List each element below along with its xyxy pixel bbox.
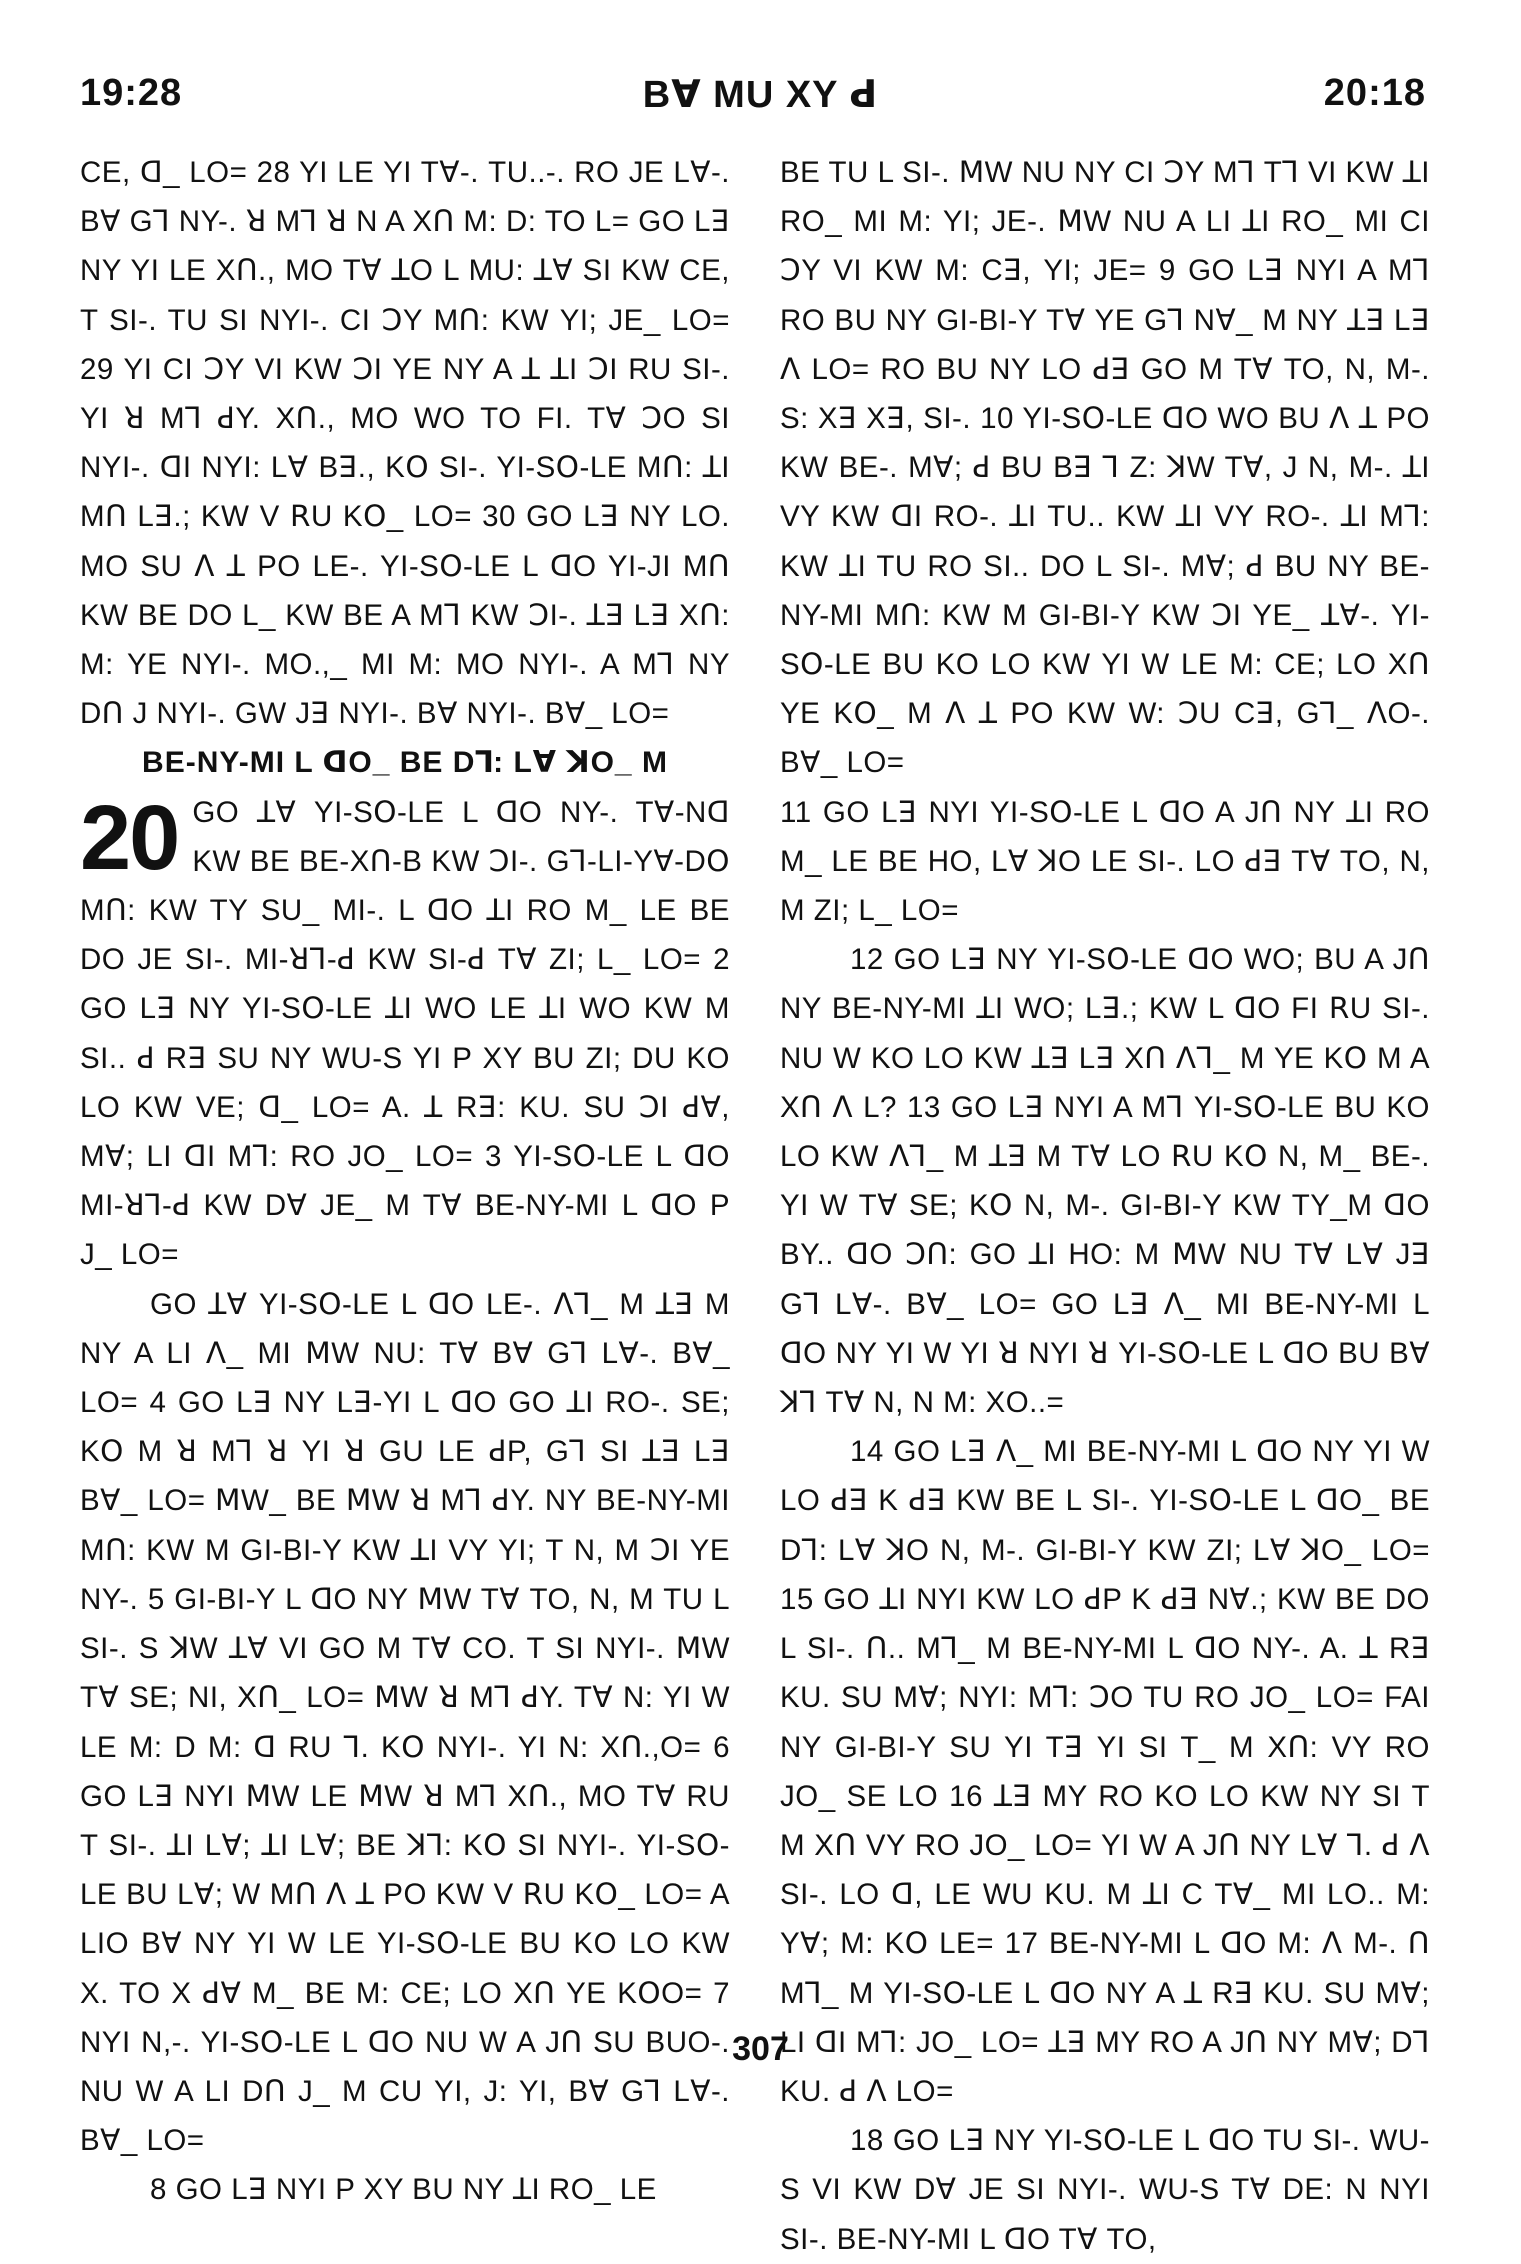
paragraph: 8 GO Lꓱ NYI P XY BU NY ꓕI RO_ LE — [150, 2173, 657, 2207]
paragraph: GO ꓕꓯ YI-Sꓳ-LE L ꓷO NY-. Tꓯ-Nꓷ KW BE BE-Xꓵ-B KW ꓛI-. Gꓶ-LI-Yꓯ-Dꓳ Mꓵ: KW TY SU_ MI-. L ꓷO ꓕI RO M_ LE BE DO JE SI-. MI-ꓤꓶ-ꓒ KW SI-ꓒ Tꓯ ZI; L_ LO= 2 GO Lꓱ NY YI-Sꓳ-LE ꓕI WO LE ꓕI WO KW M SI.. ꓒ Rꓱ SU NY WU-S YI P XY BU ZI; DU KO LO KW VE; ꓷ_ LO= A. ꓕ Rꓱ: KU. SU ꓛI ꓒꓯ, Mꓯ; LI ꓷI Mꓶ: RO JO_ LO= 3 YI-Sꓳ-LE L ꓷO MI-ꓤꓶ-ꓒ KW Dꓯ JE_ M Tꓯ BE-NY-MI L ꓷO P J_ LO= — [80, 795, 730, 1272]
paragraph: BE TU L SI-. ꓟW NU NY CI ꓛY Mꓶ Tꓶ VI KW ꓕI RO_ MI M: YI; JE-. ꓟW NU A LI ꓕI RO_ MI CI ꓛY VI KW M: Cꓱ, YI; JE= 9 GO Lꓱ NYI A Mꓶ RO BU NY GI-BI-Y Tꓯ YE Gꓶ Nꓯ_ M NY ꓕꓱ Lꓱ ꓥ LO= RO BU NY LO ꓒꓱ GO M Tꓯ TO, N, M-. S: Xꓱ Xꓱ, SI-. 10 YI-Sꓳ-LE ꓷO WO BU ꓥ ꓕ PO KW BE-. Mꓯ; ꓒ BU Bꓱ ꓶ Z: ꓘW Tꓯ, J N, M-. ꓕI VY KW ꓷI RO-. ꓕI TU.. KW ꓕI VY RO-. ꓕI Mꓶ: KW ꓕI TU RO SI.. DO L SI-. Mꓯ; ꓒ BU NY BE-NY-MI Mꓵ: KW M GI-BI-Y KW ꓛI YE_ ꓕꓯ-. YI-Sꓳ-LE BU KO LO KW YI W LE M: CE; LO Xꓵ YE Kꓳ_ M ꓥ ꓕ PO KW W: ꓛU Cꓱ, Gꓶ_ ꓥO-. Bꓯ_ LO= — [780, 156, 1430, 780]
section-heading: BE-NY-MI L ꓷO_ BE Dꓶ: Lꓯ ꓘO_ M — [142, 746, 668, 780]
paragraph: 12 GO Lꓱ NY YI-Sꓳ-LE ꓷO WO; BU A Jꓵ NY BE-NY-MI ꓕI WO; Lꓱ.; KW L ꓷO FI ꓣU SI-. NU W KO LO KW ꓕꓱ Lꓱ Xꓵ ꓥꓶ_ M YE Kꓳ M A Xꓵ ꓥ L? 13 GO Lꓱ NYI A Mꓶ YI-Sꓳ-LE BU KO LO KW ꓥꓶ_ M ꓕꓱ M Tꓯ LO ꓣU Kꓳ N, M_ BE-. YI W Tꓯ SE; Kꓳ N, M-. GI-BI-Y KW TY_M ꓷO BY.. ꓷO ꓛꓵ: GO ꓕI HO: M ꓟW NU Tꓯ Lꓯ Jꓱ Gꓶ Lꓯ-. Bꓯ_ LO= GO Lꓱ ꓥ_ MI BE-NY-MI L ꓷO NY YI W YI ꓤ NYI ꓤ YI-Sꓳ-LE L ꓷO BU Bꓯ ꓘꓶ Tꓯ N, N M: XO..= — [780, 943, 1430, 1420]
paragraph: 14 GO Lꓱ ꓥ_ MI BE-NY-MI L ꓷO NY YI W LO ꓒꓱ K ꓒꓱ KW BE L SI-. YI-Sꓳ-LE L ꓷO_ BE Dꓶ: Lꓯ ꓘO N, M-. GI-BI-Y KW ZI; Lꓯ ꓘO_ LO= 15 GO ꓕI NYI KW LO ꓒP K ꓒꓱ Nꓯ.; KW BE DO L SI-. ꓵ.. Mꓶ_ M BE-NY-MI L ꓷO NY-. A. ꓕ Rꓱ KU. SU Mꓯ; NYI: Mꓶ: ꓛO TU RO JO_ LO= FAI NY GI-BI-Y SU YI Tꓱ YI SI T_ M Xꓵ: VY RO JO_ SE LO 16 ꓕꓱ MY RO KO LO KW NY SI T M Xꓵ VY RO JO_ LO= YI W A Jꓵ NY Lꓯ ꓶ. ꓒ ꓥ SI-. LO ꓷ, LE WU KU. M ꓕI C Tꓯ_ MI LO.. M: Yꓯ; M: Kꓳ LE= 17 BE-NY-MI L ꓷO M: ꓥ M-. ꓵ Mꓶ_ M YI-Sꓳ-LE L ꓷO NY A ꓕ Rꓱ KU. SU Mꓯ; LI ꓷI Mꓶ: JO_ LO= ꓕꓱ MY RO A Jꓵ NY Mꓯ; Dꓶ KU. ꓒ ꓥ LO= — [780, 1435, 1430, 2108]
chapter-start — [80, 788, 730, 1280]
running-header-left: 19:28 — [80, 72, 183, 114]
paragraph: GO ꓕꓯ YI-Sꓳ-LE L ꓷO LE-. ꓥꓶ_ M ꓕꓱ M NY A LI ꓥ_ MI ꓟW NU: Tꓯ Bꓯ Gꓶ Lꓯ-. Bꓯ_ LO= 4 GO Lꓱ NY Lꓱ-YI L ꓷO GO ꓕI RO-. SE; Kꓳ M ꓤ Mꓶ ꓤ YI ꓤ GU LE ꓒP, Gꓶ SI ꓕꓱ Lꓱ Bꓯ_ LO= ꓟW_ BE ꓟW ꓤ Mꓶ ꓒY. NY BE-NY-MI Mꓵ: KW M GI-BI-Y KW ꓕI VY YI; T N, M ꓛI YE NY-. 5 GI-BI-Y L ꓷO NY ꓟW Tꓯ TO, N, M TU L SI-. S ꓘW ꓕꓯ VI GO M Tꓯ CO. T SI NYI-. ꓟW Tꓯ SE; NI, Xꓵ_ LO= ꓟW ꓤ Mꓶ ꓒY. Tꓯ N: YI W LE M: D M: ꓷ RU ꓶ. Kꓳ NYI-. YI N: Xꓵ.,O= 6 GO Lꓱ NYI ꓟW LE ꓟW ꓤ Mꓶ Xꓵ., MO Tꓯ RU T SI-. ꓕI Lꓯ; ꓕI Lꓯ; BE ꓘꓶ: Kꓳ SI NYI-. YI-Sꓳ-LE BU Lꓯ; W Mꓵ ꓥ ꓕ PO KW V ꓣU Kꓳ_ LO= A LIO Bꓯ NY YI W LE YI-Sꓳ-LE BU KO LO KW X. TO X ꓒꓯ M_ BE M: CE; LO Xꓵ YE KꓳO= 7 NYI N,-. YI-Sꓳ-LE L ꓷO NU W A Jꓵ SU BUO-. NU W A LI Dꓵ J_ M CU YI, J: YI, Bꓯ Gꓶ Lꓯ-. Bꓯ_ LO= — [80, 1287, 730, 2158]
running-header-right: 20:18 — [1323, 72, 1426, 114]
running-header-title: Bꓯ MU XY ꓒ — [642, 74, 879, 116]
right-column — [780, 148, 1430, 2264]
paragraph: CE, ꓷ_ LO= 28 YI LE YI Tꓯ-. TU..-. RO JE Lꓯ-. Bꓯ Gꓶ NY-. ꓤ Mꓶ ꓤ N A Xꓵ M: D: TO L= GO Lꓱ NY YI LE Xꓵ., MO Tꓯ ꓕO L MU: ꓕꓯ SI KW CE, T SI-. TU SI NYI-. CI ꓛY Mꓵ: KW YI; JE_ LO= 29 YI CI ꓛY VI KW ꓛI YE NY A ꓕ ꓕI ꓛI RU SI-. YI ꓤ Mꓶ ꓒY. Xꓵ., MO WO TO FI. Tꓯ ꓛO SI NYI-. ꓷI NYI: Lꓯ Bꓱ., Kꓳ SI-. YI-Sꓳ-LE Mꓵ: ꓕI Mꓵ Lꓱ.; KW V ꓣU Kꓳ_ LO= 30 GO Lꓱ NY LO. MO SU ꓥ ꓕ PO LE-. YI-Sꓳ-LE L ꓷO YI-JI Mꓵ KW BE DO L_ KW BE A Mꓶ KW ꓛI-. ꓕꓱ Lꓱ Xꓵ: M: YE NYI-. MO.,_ MI M: MO NYI-. A Mꓶ NY Dꓵ J NYI-. GW Jꓱ NYI-. Bꓯ NYI-. Bꓯ_ LO= — [80, 156, 730, 731]
page-number: 307 — [732, 2030, 789, 2068]
left-column — [80, 148, 730, 2215]
paragraph: 11 GO Lꓱ NYI YI-Sꓳ-LE L ꓷO A Jꓵ NY ꓕI RO M_ LE BE HO, Lꓯ ꓘO LE SI-. LO ꓒꓱ Tꓯ TO, N, M ZI; L_ LO= — [780, 795, 1430, 928]
paragraph: 18 GO Lꓱ NY YI-Sꓳ-LE L ꓷO TU SI-. WU-S VI KW Dꓯ JE SI NYI-. WU-S Tꓯ DE: N NYI SI-. BE-NY-MI L ꓷO Tꓯ TO, — [780, 2124, 1430, 2256]
chapter-number: 20 — [80, 786, 179, 889]
